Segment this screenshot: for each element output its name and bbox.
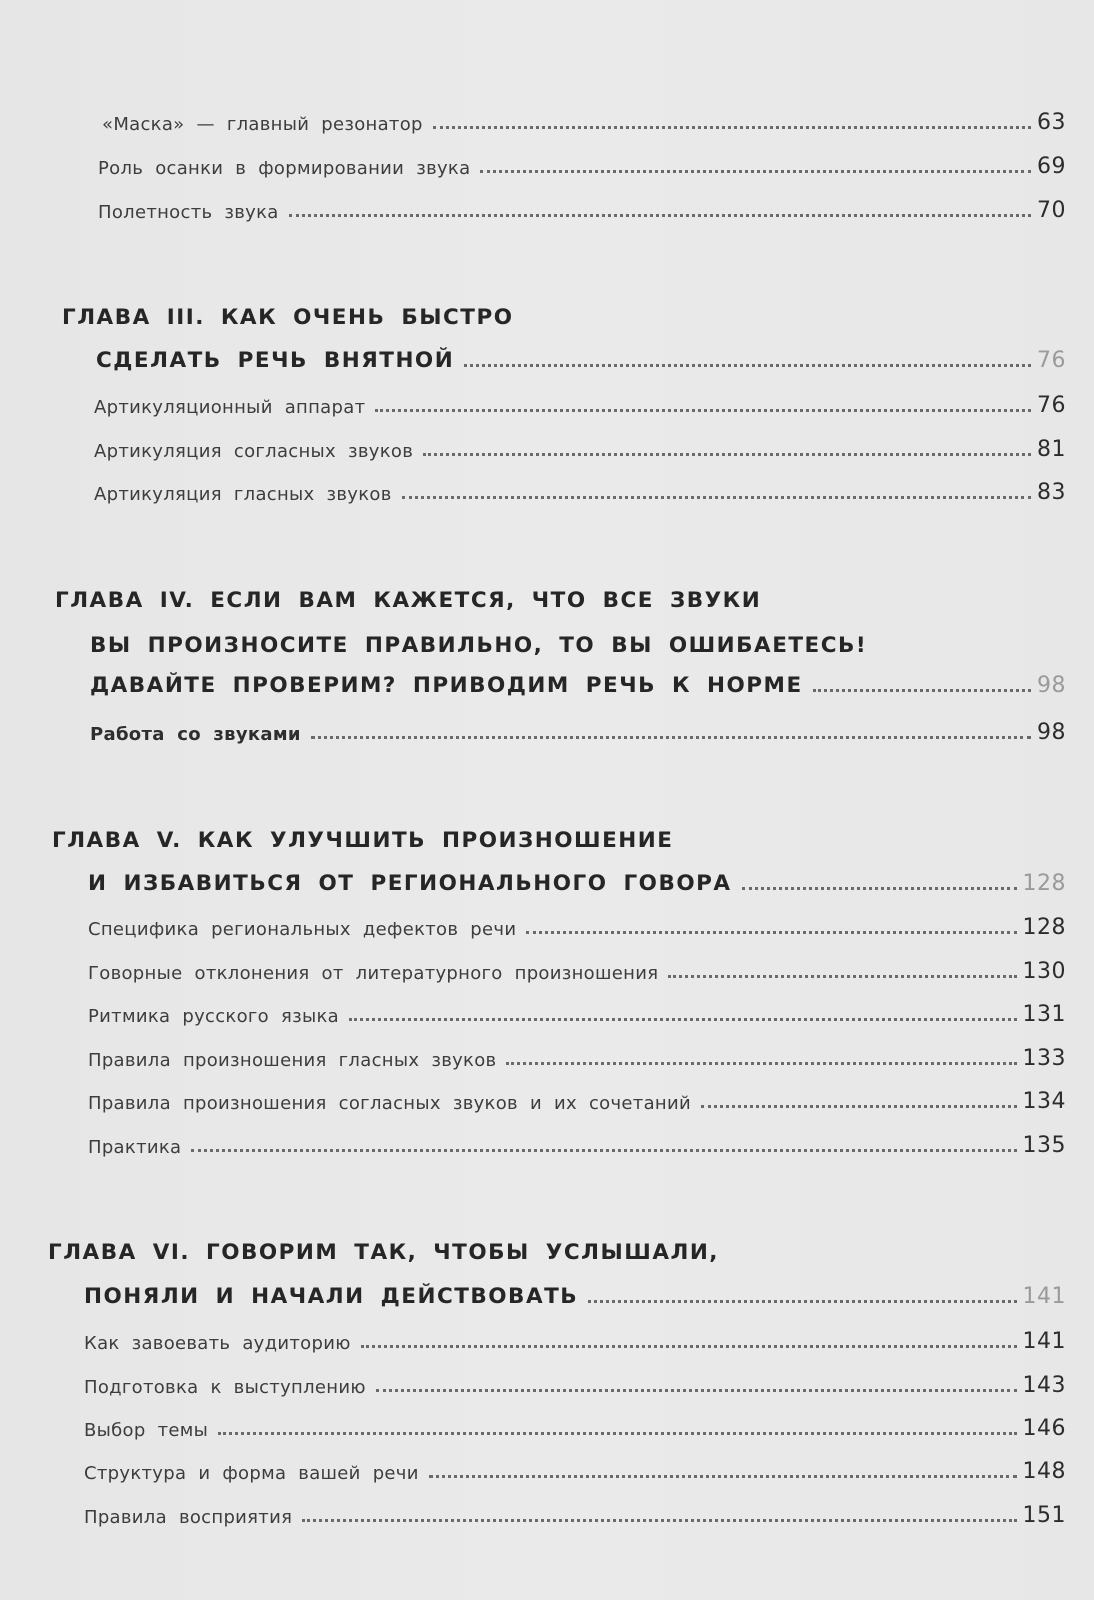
- toc-entry-page: 133: [1022, 1046, 1066, 1071]
- toc-entry-title: Выбор темы: [84, 1420, 209, 1441]
- chapter-page: 98: [1037, 673, 1066, 698]
- chapter-title-line: [90, 673, 1066, 698]
- dot-leader: [588, 1300, 1016, 1303]
- toc-entry: [84, 1416, 1066, 1441]
- toc-entry-title: Артикуляция согласных звуков: [94, 441, 414, 462]
- toc-entry-page: 143: [1022, 1373, 1066, 1398]
- dot-leader: [402, 496, 1031, 499]
- dot-leader: [506, 1062, 1016, 1065]
- toc-entry-page: 131: [1022, 1002, 1066, 1027]
- chapter-heading: ГЛАВА V. КАК УЛУЧШИТЬ ПРОИЗНОШЕНИЕ: [52, 828, 674, 853]
- chapter-heading: ГЛАВА VI. ГОВОРИМ ТАК, ЧТОБЫ УСЛЫШАЛИ,: [48, 1240, 719, 1265]
- toc-entry: [98, 154, 1066, 179]
- toc-entry-title: Структура и форма вашей речи: [84, 1463, 419, 1484]
- toc-entry: [84, 1459, 1066, 1484]
- toc-entry: [102, 110, 1066, 135]
- dot-leader: [191, 1149, 1016, 1152]
- toc-entry: [84, 1373, 1066, 1398]
- dot-leader: [464, 364, 1031, 367]
- toc-entry: [90, 720, 1066, 745]
- toc-entry: [88, 1133, 1066, 1158]
- dot-leader: [376, 1389, 1017, 1392]
- toc-entry: [88, 1046, 1066, 1071]
- toc-entry-page: 81: [1037, 437, 1066, 462]
- toc-entry-page: 83: [1037, 480, 1066, 505]
- chapter-heading: ГЛАВА III. КАК ОЧЕНЬ БЫСТРО: [62, 305, 514, 330]
- chapter-page: 141: [1022, 1284, 1066, 1309]
- toc-entry-page: 63: [1037, 110, 1066, 135]
- chapter-title: И ИЗБАВИТЬСЯ ОТ РЕГИОНАЛЬНОГО ГОВОРА: [88, 871, 732, 896]
- toc-entry-title: Правила произношения гласных звуков: [88, 1050, 497, 1071]
- chapter-title: СДЕЛАТЬ РЕЧЬ ВНЯТНОЙ: [96, 348, 455, 373]
- chapter-title: ДАВАЙТЕ ПРОВЕРИМ? ПРИВОДИМ РЕЧЬ К НОРМЕ: [90, 673, 803, 698]
- dot-leader: [742, 887, 1017, 890]
- toc-entry-page: 70: [1037, 198, 1066, 223]
- dot-leader: [429, 1475, 1017, 1478]
- toc-entry: [84, 1503, 1066, 1528]
- toc-entry-page: 76: [1037, 393, 1066, 418]
- dot-leader: [311, 736, 1031, 739]
- toc-entry-title: Специфика региональных дефектов речи: [88, 919, 517, 940]
- toc-entry: [88, 1002, 1066, 1027]
- toc-entry: [94, 437, 1066, 462]
- toc-entry-title: Правила восприятия: [84, 1507, 293, 1528]
- toc-entry: [98, 198, 1066, 223]
- toc-entry-page: 128: [1022, 915, 1066, 940]
- toc-entry-page: 141: [1022, 1329, 1066, 1354]
- chapter-heading: ГЛАВА IV. ЕСЛИ ВАМ КАЖЕТСЯ, ЧТО ВСЕ ЗВУКИ: [55, 588, 762, 613]
- dot-leader: [526, 931, 1016, 934]
- toc-entry-page: 151: [1022, 1503, 1066, 1528]
- toc-entry: [88, 915, 1066, 940]
- dot-leader: [218, 1432, 1016, 1435]
- toc-entry-page: 146: [1022, 1416, 1066, 1441]
- toc-entry-page: 69: [1037, 154, 1066, 179]
- toc-entry: [94, 480, 1066, 505]
- chapter-title-line: [84, 1284, 1066, 1309]
- toc-entry-title: Полетность звука: [98, 202, 279, 223]
- chapter-title-line: [88, 871, 1066, 896]
- dot-leader: [361, 1345, 1017, 1348]
- dot-leader: [375, 409, 1031, 412]
- dot-leader: [423, 453, 1031, 456]
- chapter-title: ПОНЯЛИ И НАЧАЛИ ДЕЙСТВОВАТЬ: [84, 1284, 579, 1309]
- dot-leader: [480, 170, 1031, 173]
- chapter-page: 128: [1022, 871, 1066, 896]
- dot-leader: [289, 214, 1031, 217]
- toc-entry-page: 135: [1022, 1133, 1066, 1158]
- toc-entry-title: «Маска» — главный резонатор: [102, 114, 423, 135]
- dot-leader: [701, 1105, 1017, 1108]
- dot-leader: [668, 975, 1016, 978]
- chapter-page: 76: [1037, 348, 1066, 373]
- dot-leader: [302, 1519, 1016, 1522]
- toc-entry-page: 148: [1022, 1459, 1066, 1484]
- toc-entry-title: Роль осанки в формировании звука: [98, 158, 471, 179]
- chapter-heading: ВЫ ПРОИЗНОСИТЕ ПРАВИЛЬНО, ТО ВЫ ОШИБАЕТЕСЬ!: [90, 633, 868, 658]
- dot-leader: [349, 1018, 1016, 1021]
- toc-entry-page: 134: [1022, 1089, 1066, 1114]
- toc-entry-title: Работа со звуками: [90, 724, 301, 745]
- toc-entry-title: Артикуляция гласных звуков: [94, 484, 392, 505]
- toc-entry-title: Подготовка к выступлению: [84, 1377, 366, 1398]
- toc-entry: [88, 1089, 1066, 1114]
- toc-entry-title: Ритмика русского языка: [88, 1006, 340, 1027]
- toc-entry-title: Практика: [88, 1137, 182, 1158]
- toc-entry-title: Говорные отклонения от литературного произношения: [88, 963, 659, 984]
- toc-entry: [94, 393, 1066, 418]
- toc-entry: [84, 1329, 1066, 1354]
- toc-entry-title: Артикуляционный аппарат: [94, 397, 366, 418]
- dot-leader: [813, 689, 1031, 692]
- toc-entry-title: Как завоевать аудиторию: [84, 1333, 351, 1354]
- dot-leader: [433, 126, 1031, 129]
- toc-entry-page: 130: [1022, 959, 1066, 984]
- chapter-title-line: [96, 348, 1066, 373]
- toc-entry: [88, 959, 1066, 984]
- toc-entry-title: Правила произношения согласных звуков и их сочетаний: [88, 1093, 691, 1114]
- toc-entry-page: 98: [1037, 720, 1066, 745]
